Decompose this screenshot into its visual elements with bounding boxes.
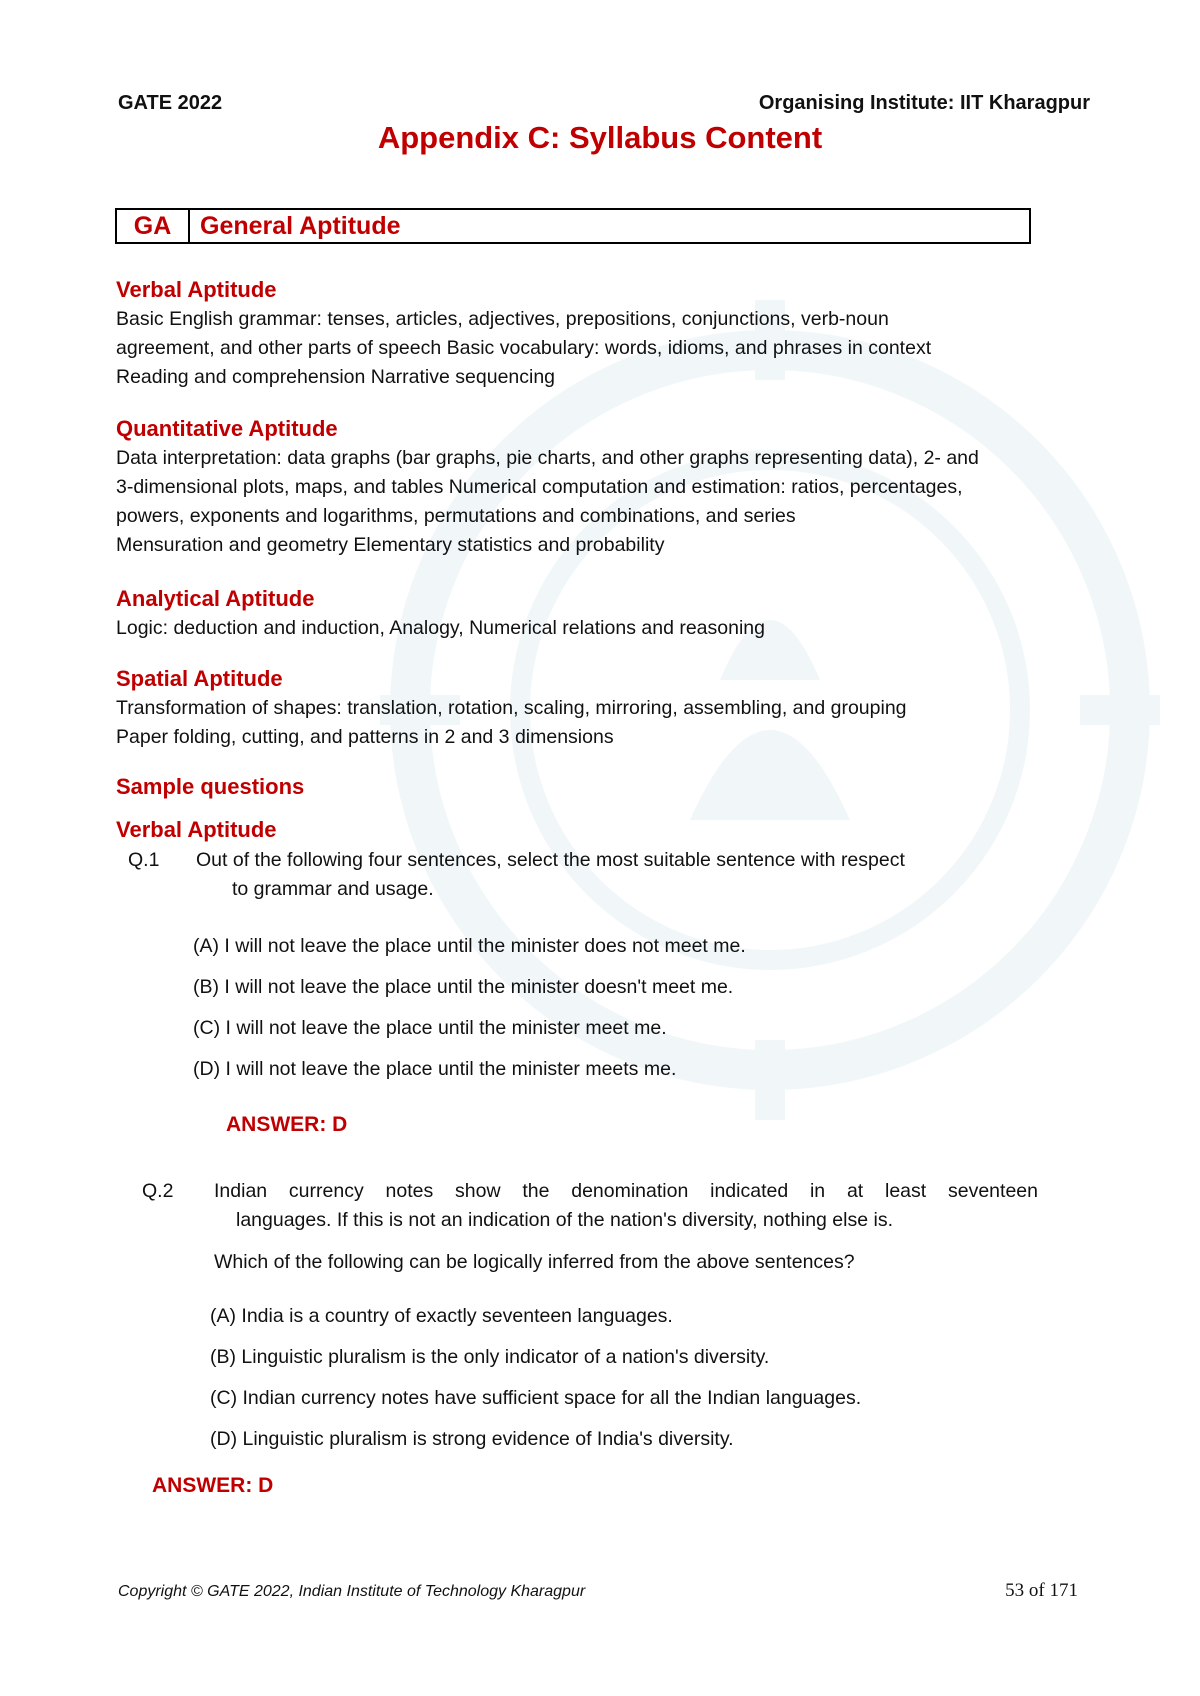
option-c: (C) Indian currency notes have sufficient space for all the Indian languages. xyxy=(210,1387,862,1409)
section-quantitative-aptitude xyxy=(116,414,1096,560)
section-line: Basic English grammar: tenses, articles, adjectives, prepositions, conjunctions, verb-noun xyxy=(116,308,889,330)
paper-code-box xyxy=(115,208,1031,244)
sample-subheading: Verbal Aptitude xyxy=(116,817,277,842)
section-heading: Quantitative Aptitude xyxy=(116,416,338,441)
sample-heading: Sample questions xyxy=(116,774,305,799)
option-b: (B) I will not leave the place until the minister doesn't meet me. xyxy=(193,976,734,998)
section-line: powers, exponents and logarithms, permutations and combinations, and series xyxy=(116,505,796,527)
header-institute: Organising Institute: IIT Kharagpur xyxy=(758,92,1090,114)
section-spatial-aptitude xyxy=(116,664,1096,752)
option-a: (A) India is a country of exactly seventeen languages. xyxy=(210,1305,673,1327)
question-prompt: Which of the following can be logically inferred from the above sentences? xyxy=(214,1251,855,1273)
page-title: Appendix C: Syllabus Content xyxy=(377,120,823,155)
section-heading: Spatial Aptitude xyxy=(116,666,283,691)
footer-copyright: Copyright © GATE 2022, Indian Institute of Technology Kharagpur xyxy=(118,1583,586,1600)
question-text: to grammar and usage. xyxy=(232,878,434,900)
sample-subsection xyxy=(116,815,1096,845)
section-analytical-aptitude xyxy=(116,584,1096,643)
question-text: Out of the following four sentences, select the most suitable sentence with respect xyxy=(196,849,905,871)
section-line: Paper folding, cutting, and patterns in 2 and 3 dimensions xyxy=(116,726,614,748)
question-number: Q.1 xyxy=(128,849,160,871)
answer: ANSWER: D xyxy=(226,1113,348,1136)
section-line: 3-dimensional plots, maps, and tables Numerical computation and estimation: ratios, percentages, xyxy=(116,476,963,498)
section-line: agreement, and other parts of speech Basic vocabulary: words, idioms, and phrases in context xyxy=(116,337,932,359)
paper-code: GA xyxy=(117,210,190,242)
page-number: 53 of 171 xyxy=(1005,1580,1078,1601)
question-text: languages. If this is not an indication of the nation's diversity, nothing else is. xyxy=(236,1209,894,1231)
option-a: (A) I will not leave the place until the minister does not meet me. xyxy=(193,935,746,957)
question-text: Indian currency notes show the denomination indicated in at least seventeen xyxy=(214,1180,1038,1202)
section-line: Reading and comprehension Narrative sequencing xyxy=(116,366,556,388)
question-number: Q.2 xyxy=(142,1180,174,1202)
section-heading: Verbal Aptitude xyxy=(116,277,277,302)
section-line: Data interpretation: data graphs (bar graphs, pie charts, and other graphs representing data), 2- and xyxy=(116,447,979,469)
option-c: (C) I will not leave the place until the minister meet me. xyxy=(193,1017,667,1039)
section-line: Transformation of shapes: translation, rotation, scaling, mirroring, assembling, and grouping xyxy=(116,697,907,719)
sample-questions xyxy=(116,772,1096,802)
section-heading: Analytical Aptitude xyxy=(116,586,315,611)
section-verbal-aptitude xyxy=(116,275,1096,392)
paper-name: General Aptitude xyxy=(200,211,401,240)
section-line: Mensuration and geometry Elementary statistics and probability xyxy=(116,534,665,556)
answer: ANSWER: D xyxy=(152,1474,274,1497)
section-line: Logic: deduction and induction, Analogy, Numerical relations and reasoning xyxy=(116,617,765,639)
option-d: (D) I will not leave the place until the minister meets me. xyxy=(193,1058,677,1080)
option-d: (D) Linguistic pluralism is strong evidence of India's diversity. xyxy=(210,1428,734,1450)
header-exam: GATE 2022 xyxy=(118,92,223,114)
option-b: (B) Linguistic pluralism is the only indicator of a nation's diversity. xyxy=(210,1346,770,1368)
